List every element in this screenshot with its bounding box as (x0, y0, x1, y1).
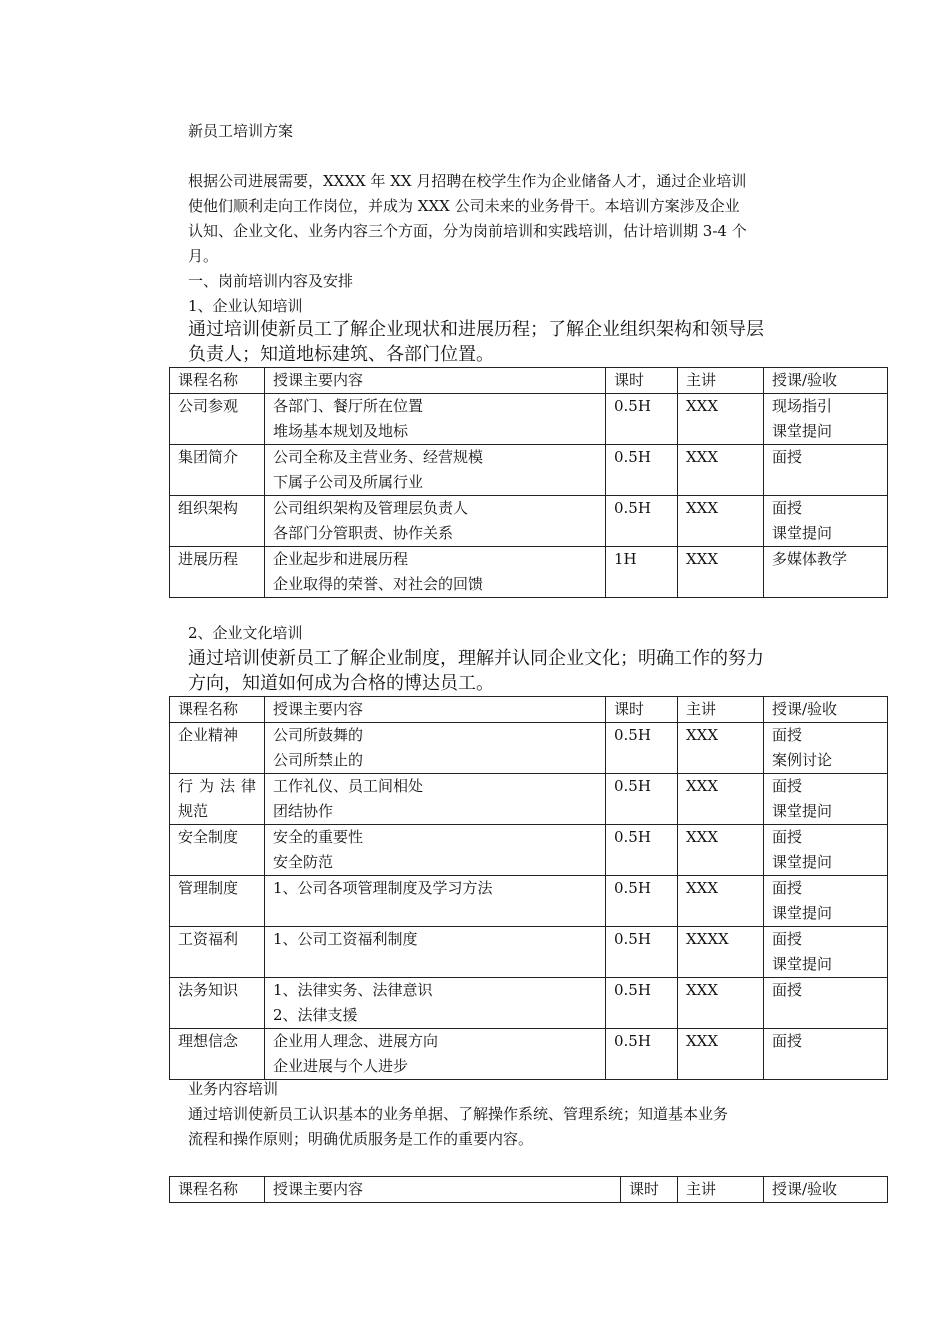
course-content: 1、公司各项管理制度及学习方法 (265, 876, 606, 927)
course-content: 工作礼仪、员工间相处 团结协作 (265, 774, 606, 825)
section-heading: 一、岗前培训内容及安排 (188, 272, 354, 290)
document-title: 新员工培训方案 (188, 122, 294, 140)
part3-desc: 流程和操作原则；明确优质服务是工作的重要内容。 (188, 1130, 534, 1148)
course-content: 安全的重要性 安全防范 (265, 825, 606, 876)
course-name: 理想信念 (170, 1029, 265, 1080)
course-lecturer: XXX (678, 394, 764, 445)
header-cell: 课程名称 (170, 1177, 265, 1203)
header-cell: 授课主要内容 (265, 368, 606, 394)
header-cell: 课时 (621, 1177, 678, 1203)
table-row (170, 723, 888, 774)
course-method: 面授 课堂提问 (764, 774, 888, 825)
course-name: 进展历程 (170, 547, 265, 598)
course-hours: 0.5H (606, 876, 678, 927)
course-lecturer: XXX (678, 445, 764, 496)
table-row (170, 927, 888, 978)
course-method: 面授 (764, 445, 888, 496)
course-lecturer: XXX (678, 723, 764, 774)
part1-heading: 1、企业认知培训 (188, 297, 303, 315)
intro-line: 月。 (188, 247, 219, 265)
course-lecturer: XXX (678, 774, 764, 825)
course-hours: 0.5H (606, 496, 678, 547)
table-row (170, 876, 888, 927)
course-content: 1、公司工资福利制度 (265, 927, 606, 978)
course-name: 管理制度 (170, 876, 265, 927)
table-row (170, 1029, 888, 1080)
course-content: 各部门、餐厅所在位置 堆场基本规划及地标 (265, 394, 606, 445)
part2-desc: 通过培训使新员工了解企业制度，理解并认同企业文化；明确工作的努力 (188, 648, 764, 669)
table-header-row (170, 697, 888, 723)
course-lecturer: XXX (678, 978, 764, 1029)
part1-desc: 通过培训使新员工了解企业现状和进展历程；了解企业组织架构和领导层 (188, 319, 764, 340)
course-method: 面授 课堂提问 (764, 825, 888, 876)
header-cell: 主讲 (678, 368, 764, 394)
course-method: 现场指引 课堂提问 (764, 394, 888, 445)
part3-desc: 通过培训使新员工认识基本的业务单据、了解操作系统、管理系统；知道基本业务 (188, 1105, 729, 1123)
table-header-row (170, 1177, 888, 1203)
header-cell: 授课主要内容 (265, 1177, 621, 1203)
header-cell: 课时 (606, 697, 678, 723)
table-header-row (170, 368, 888, 394)
part1-desc: 负责人；知道地标建筑、各部门位置。 (188, 344, 494, 365)
table-row (170, 394, 888, 445)
table-row (170, 445, 888, 496)
course-name: 企业精神 (170, 723, 265, 774)
course-name: 工资福利 (170, 927, 265, 978)
header-cell: 授课主要内容 (265, 697, 606, 723)
header-cell: 主讲 (678, 697, 764, 723)
part2-desc: 方向，知道如何成为合格的博达员工。 (188, 673, 494, 694)
course-name: 法务知识 (170, 978, 265, 1029)
table-row (170, 547, 888, 598)
course-hours: 0.5H (606, 445, 678, 496)
course-lecturer: XXX (678, 496, 764, 547)
course-name: 行为法律 规范 (170, 774, 265, 825)
course-content: 企业用人理念、进展方向 企业进展与个人进步 (265, 1029, 606, 1080)
part2-heading: 2、企业文化培训 (188, 624, 303, 642)
course-name: 集团简介 (170, 445, 265, 496)
course-hours: 0.5H (606, 774, 678, 825)
course-hours: 0.5H (606, 1029, 678, 1080)
course-hours: 0.5H (606, 723, 678, 774)
table-enterprise-cognition (169, 367, 888, 598)
course-content: 公司全称及主营业务、经营规模 下属子公司及所属行业 (265, 445, 606, 496)
course-content: 企业起步和进展历程 企业取得的荣誉、对社会的回馈 (265, 547, 606, 598)
course-content: 1、法律实务、法律意识 2、法律支援 (265, 978, 606, 1029)
course-method: 面授 课堂提问 (764, 876, 888, 927)
course-hours: 0.5H (606, 978, 678, 1029)
course-method: 多媒体教学 (764, 547, 888, 598)
course-content: 公司所鼓舞的 公司所禁止的 (265, 723, 606, 774)
table-row (170, 978, 888, 1029)
course-hours: 0.5H (606, 927, 678, 978)
table-row (170, 774, 888, 825)
table-row (170, 825, 888, 876)
table-enterprise-culture (169, 696, 888, 1080)
course-lecturer: XXXX (678, 927, 764, 978)
header-cell: 课程名称 (170, 368, 265, 394)
course-hours: 1H (606, 547, 678, 598)
course-method: 面授 课堂提问 (764, 496, 888, 547)
course-content: 公司组织架构及管理层负责人 各部门分管职责、协作关系 (265, 496, 606, 547)
course-lecturer: XXX (678, 1029, 764, 1080)
course-name: 安全制度 (170, 825, 265, 876)
header-cell: 授课/验收 (764, 368, 888, 394)
course-lecturer: XXX (678, 547, 764, 598)
header-cell: 主讲 (678, 1177, 764, 1203)
course-method: 面授 课堂提问 (764, 927, 888, 978)
table-row (170, 496, 888, 547)
course-lecturer: XXX (678, 825, 764, 876)
course-name: 公司参观 (170, 394, 265, 445)
course-lecturer: XXX (678, 876, 764, 927)
part3-heading: 业务内容培训 (188, 1080, 279, 1098)
course-name: 组织架构 (170, 496, 265, 547)
header-cell: 授课/验收 (764, 1177, 888, 1203)
header-cell: 授课/验收 (764, 697, 888, 723)
course-method: 面授 (764, 978, 888, 1029)
header-cell: 课时 (606, 368, 678, 394)
table-business-content (169, 1176, 888, 1203)
intro-line: 使他们顺利走向工作岗位，并成为 XXX 公司未来的业务骨干。本培训方案涉及企业 (188, 197, 740, 215)
header-cell: 课程名称 (170, 697, 265, 723)
intro-line: 认知、企业文化、业务内容三个方面，分为岗前培训和实践培训，估计培训期 3-4 个 (188, 222, 747, 240)
course-hours: 0.5H (606, 394, 678, 445)
course-hours: 0.5H (606, 825, 678, 876)
intro-line: 根据公司进展需要，XXXX 年 XX 月招聘在校学生作为企业储备人才，通过企业培训 (188, 172, 747, 190)
course-method: 面授 (764, 1029, 888, 1080)
course-method: 面授 案例讨论 (764, 723, 888, 774)
